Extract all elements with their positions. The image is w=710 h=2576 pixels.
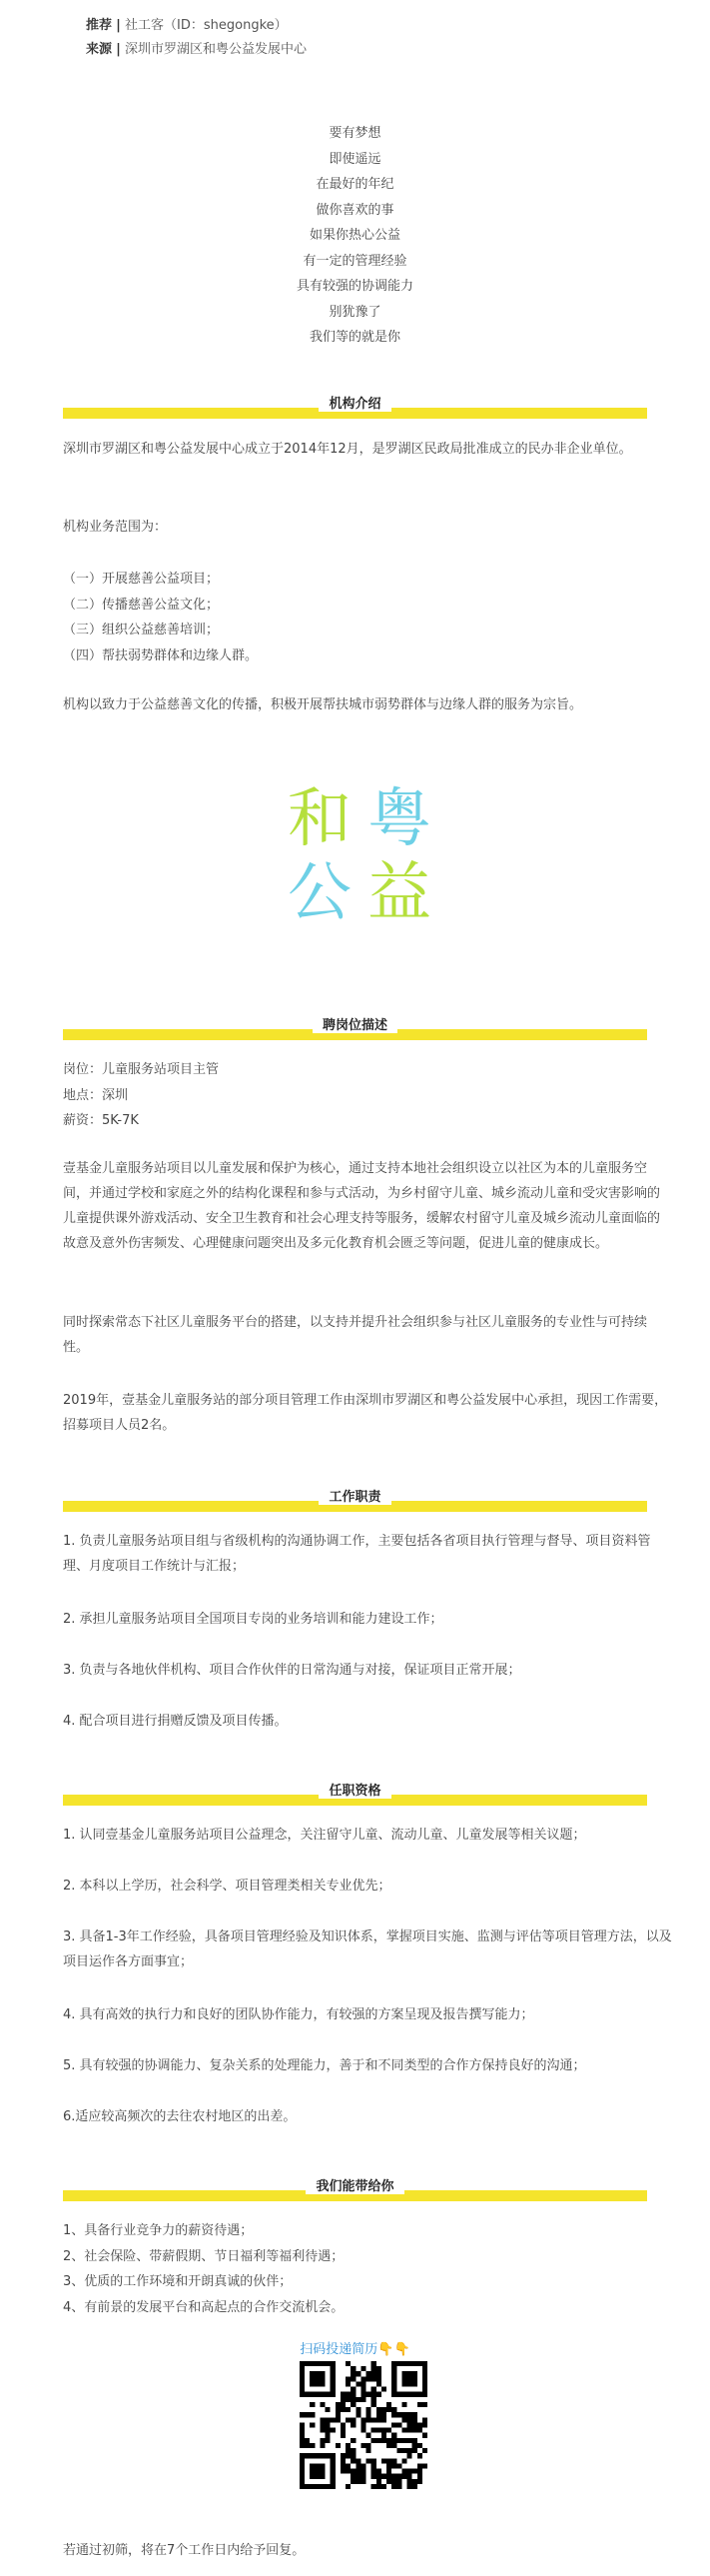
requirement-item: 6.适应较高频次的去往农村地区的出差。 — [63, 2109, 297, 2124]
org-scope-title: 机构业务范围为： — [63, 520, 168, 535]
job-paragraph: 同时探索常态下社区儿童服务平台的搭建，以支持并提升社会组织参与社区儿童服务的专业性与可持续性。 — [63, 1315, 648, 1355]
poem-line: 做你喜欢的事 — [316, 202, 394, 218]
requirement-item: 1. 认同壹基金儿童服务站项目公益理念，关注留守儿童、流动儿童、儿童发展等相关议题； — [63, 1828, 586, 1843]
section-header-benefits — [63, 2178, 647, 2204]
section-title: 机构介绍 — [319, 397, 390, 412]
logo-char: 粤 — [367, 782, 431, 856]
poem-line: 别犹豫了 — [329, 304, 381, 320]
separator: | — [116, 18, 121, 33]
section-header-duties — [63, 1489, 647, 1515]
recommend-line — [86, 16, 288, 36]
separator: | — [116, 42, 121, 57]
recommend-value: 社工客（ID：shegongke） — [125, 18, 288, 33]
qr-code-icon[interactable] — [300, 2361, 427, 2489]
poem-line: 我们等的就是你 — [309, 330, 400, 345]
duty-item: 1. 负责儿童服务站项目组与省级机构的沟通协调工作，主要包括各省项目执行管理与督导、项目资料管理、月度项目工作统计与汇报； — [63, 1534, 651, 1574]
job-paragraph: 壹基金儿童服务站项目以儿童发展和保护为核心，通过支持本地社会组织设立以社区为本的儿童服务空间，并通过学校和家庭之外的结构化课程和参与式活动，为乡村留守儿童、城乡流动儿童和受灾害影响的儿童提供课外游戏活动、安全卫生教育和社会心理支持等服务，缓解农村留守儿童及城乡流动儿童面临的故意及意外伤害频发、心理健康问题突出及多元化教育机会匮乏等问题，促进儿童的健康成长。 — [63, 1161, 661, 1251]
org-scope-list — [63, 567, 672, 668]
section-header-org — [63, 396, 647, 422]
section-header-job — [63, 1017, 647, 1043]
heyue-logo — [288, 774, 447, 924]
poem-line: 要有梦想 — [329, 126, 381, 141]
job-salary: 薪资：5K-7K — [63, 1113, 139, 1128]
qr-caption — [0, 2338, 710, 2357]
list-item: 4、有前景的发展平台和高起点的合作交流机会。 — [63, 2299, 345, 2315]
poem-line: 即使遥远 — [329, 151, 381, 167]
recommend-label: 推荐 — [86, 18, 113, 33]
job-location: 地点：深圳 — [63, 1087, 129, 1103]
list-item: 2、社会保险、带薪假期、节日福利等福利待遇； — [63, 2248, 345, 2264]
poem-line: 在最好的年纪 — [316, 177, 394, 192]
section-title: 聘岗位描述 — [313, 1018, 397, 1033]
list-item: （三）组织公益慈善培训； — [63, 623, 220, 638]
list-item: （一）开展慈善公益项目； — [63, 572, 220, 587]
list-item: （四）帮扶弱势群体和边缘人群。 — [63, 647, 259, 663]
list-item: 1、具备行业竞争力的薪资待遇； — [63, 2223, 254, 2238]
source-line — [86, 40, 307, 60]
logo-char: 益 — [367, 856, 431, 924]
list-item: （二）传播慈善公益文化； — [63, 597, 220, 613]
benefits-list — [63, 2218, 672, 2320]
logo-char: 公 — [288, 856, 352, 924]
qr-caption-text: 扫码投递简历 — [300, 2342, 378, 2357]
duty-item: 2. 承担儿童服务站项目全国项目专岗的业务培训和能力建设工作； — [63, 1612, 443, 1627]
poem-line: 有一定的管理经验 — [303, 253, 407, 269]
section-title: 任职资格 — [319, 1784, 390, 1799]
source-label: 来源 — [86, 42, 113, 57]
source-value: 深圳市罗湖区和粤公益发展中心 — [125, 42, 308, 57]
requirement-item: 3. 具备1-3年工作经验，具备项目管理经验及知识体系，掌握项目实施、监测与评估等项目管理方法，以及项目运作各方面事宜； — [63, 1930, 672, 1969]
job-position: 岗位：儿童服务站项目主管 — [63, 1062, 220, 1077]
job-basic-info — [63, 1057, 672, 1134]
org-intro: 深圳市罗湖区和粤公益发展中心成立于2014年12月，是罗湖区民政局批准成立的民办非企业单位。 — [63, 442, 632, 457]
logo-char: 和 — [288, 782, 352, 856]
requirement-item: 2. 本科以上学历，社会科学、项目管理类相关专业优先； — [63, 1879, 391, 1894]
requirement-item: 5. 具有较强的协调能力、复杂关系的处理能力，善于和不同类型的合作方保持良好的沟通； — [63, 2058, 586, 2073]
duty-item: 4. 配合项目进行捐赠反馈及项目传播。 — [63, 1714, 288, 1729]
list-item: 3、优质的工作环境和开朗真诚的伙伴； — [63, 2274, 293, 2289]
duty-item: 3. 负责与各地伙伴机构、项目合作伙伴的日常沟通与对接，保证项目正常开展； — [63, 1663, 521, 1678]
job-paragraph: 2019年，壹基金儿童服务站的部分项目管理工作由深圳市罗湖区和粤公益发展中心承担，现因工作需要，招募项目人员2名。 — [63, 1393, 668, 1433]
pointing-down-icon: 👇👇 — [377, 2342, 410, 2357]
org-mission: 机构以致力于公益慈善文化的传播，积极开展帮扶城市弱势群体与边缘人群的服务为宗旨。 — [63, 697, 583, 712]
poem — [0, 121, 710, 351]
section-title: 工作职责 — [319, 1490, 390, 1505]
section-header-requirements — [63, 1783, 647, 1809]
footer-note: 若通过初筛，将在7个工作日内给予回复。 — [63, 2543, 306, 2558]
poem-line: 如果你热心公益 — [309, 228, 400, 243]
poem-line: 具有较强的协调能力 — [296, 279, 413, 294]
requirement-item: 4. 具有高效的执行力和良好的团队协作能力，有较强的方案呈现及报告撰写能力； — [63, 2007, 534, 2022]
section-title: 我们能带给你 — [306, 2179, 403, 2194]
